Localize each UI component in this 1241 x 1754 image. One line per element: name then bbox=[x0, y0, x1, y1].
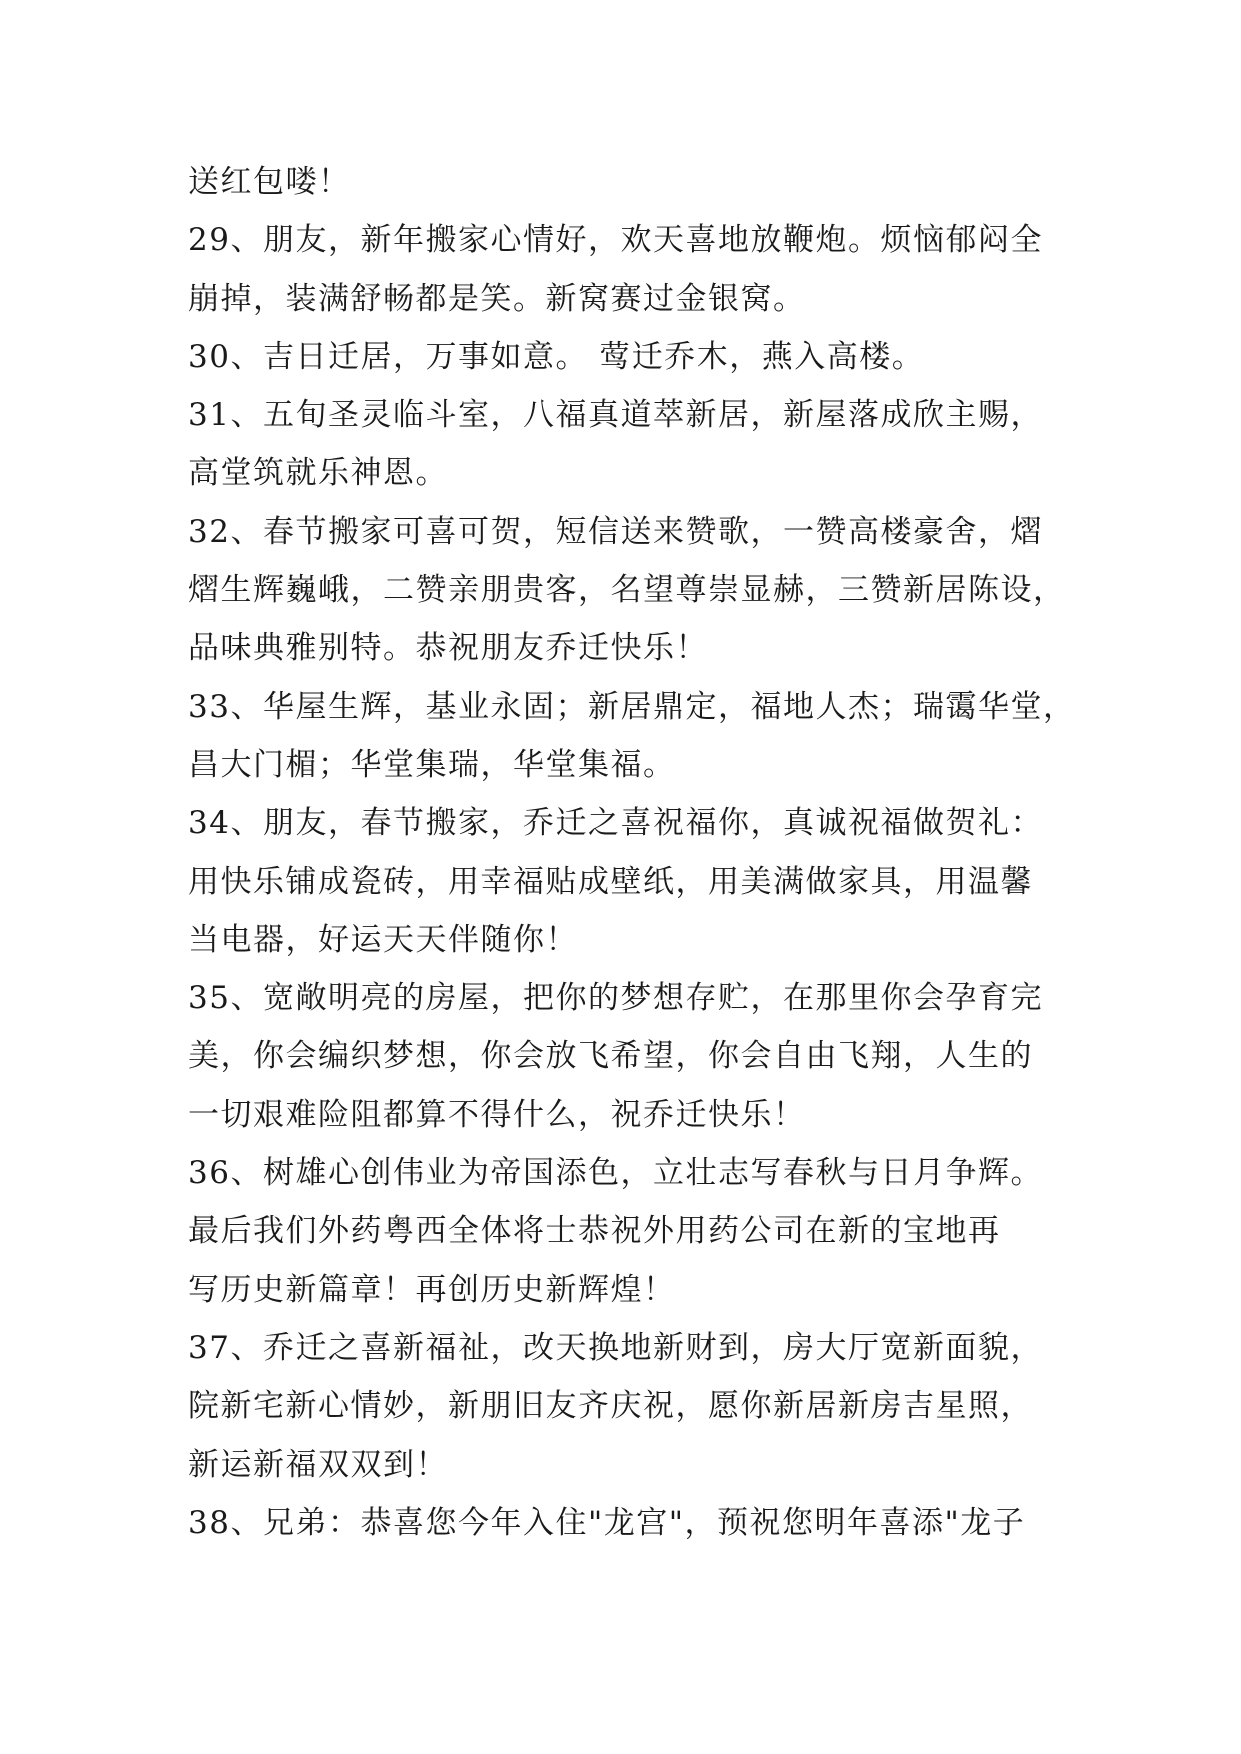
text-line: 高堂筑就乐神恩。 bbox=[188, 455, 448, 492]
text-line: 29、朋友，新年搬家心情好，欢天喜地放鞭炮。烦恼郁闷全 bbox=[188, 222, 1043, 259]
text-line: 31、五旬圣灵临斗室，八福真道萃新居，新屋落成欣主赐， bbox=[188, 397, 1043, 434]
text-line: 一切艰难险阻都算不得什么，祝乔迁快乐！ bbox=[188, 1096, 806, 1133]
text-line: 最后我们外药粤西全体将士恭祝外用药公司在新的宝地再 bbox=[188, 1213, 1001, 1250]
text-line: 37、乔迁之喜新福祉，改天换地新财到，房大厅宽新面貌， bbox=[188, 1329, 1043, 1366]
text-line: 昌大门楣；华堂集瑞，华堂集福。 bbox=[188, 746, 676, 783]
text-line: 38、兄弟：恭喜您今年入住"龙宫"，预祝您明年喜添"龙子 bbox=[188, 1504, 1026, 1541]
text-line: 崩掉，装满舒畅都是笑。新窝赛过金银窝。 bbox=[188, 280, 806, 317]
text-line: 35、宽敞明亮的房屋，把你的梦想存贮，在那里你会孕育完 bbox=[188, 980, 1043, 1017]
text-line: 送红包喽！ bbox=[188, 164, 351, 200]
body-text bbox=[188, 153, 1076, 1552]
text-line: 品味典雅别特。恭祝朋友乔迁快乐！ bbox=[188, 630, 708, 667]
text-line: 新运新福双双到！ bbox=[188, 1446, 448, 1483]
text-line: 30、吉日迁居，万事如意。 莺迁乔木，燕入高楼。 bbox=[188, 338, 925, 375]
text-line: 当电器，好运天天伴随你！ bbox=[188, 921, 578, 958]
text-line: 院新宅新心情妙，新朋旧友齐庆祝，愿你新居新房吉星照， bbox=[188, 1388, 1033, 1425]
text-line: 用快乐铺成瓷砖，用幸福贴成壁纸，用美满做家具，用温馨 bbox=[188, 863, 1033, 900]
text-line: 熠生辉巍峨，二赞亲朋贵客，名望尊崇显赫，三赞新居陈设， bbox=[188, 572, 1066, 609]
text-line: 写历史新篇章！再创历史新辉煌！ bbox=[188, 1271, 676, 1308]
text-line: 36、树雄心创伟业为帝国添色，立壮志写春秋与日月争辉。 bbox=[188, 1155, 1043, 1192]
text-line: 34、朋友，春节搬家，乔迁之喜祝福你，真诚祝福做贺礼： bbox=[188, 805, 1043, 842]
text-line: 32、春节搬家可喜可贺，短信送来赞歌，一赞高楼豪舍，熠 bbox=[188, 513, 1043, 550]
text-line: 美，你会编织梦想，你会放飞希望，你会自由飞翔，人生的 bbox=[188, 1038, 1033, 1075]
text-line: 33、华屋生辉，基业永固；新居鼎定，福地人杰；瑞霭华堂， bbox=[188, 688, 1076, 725]
